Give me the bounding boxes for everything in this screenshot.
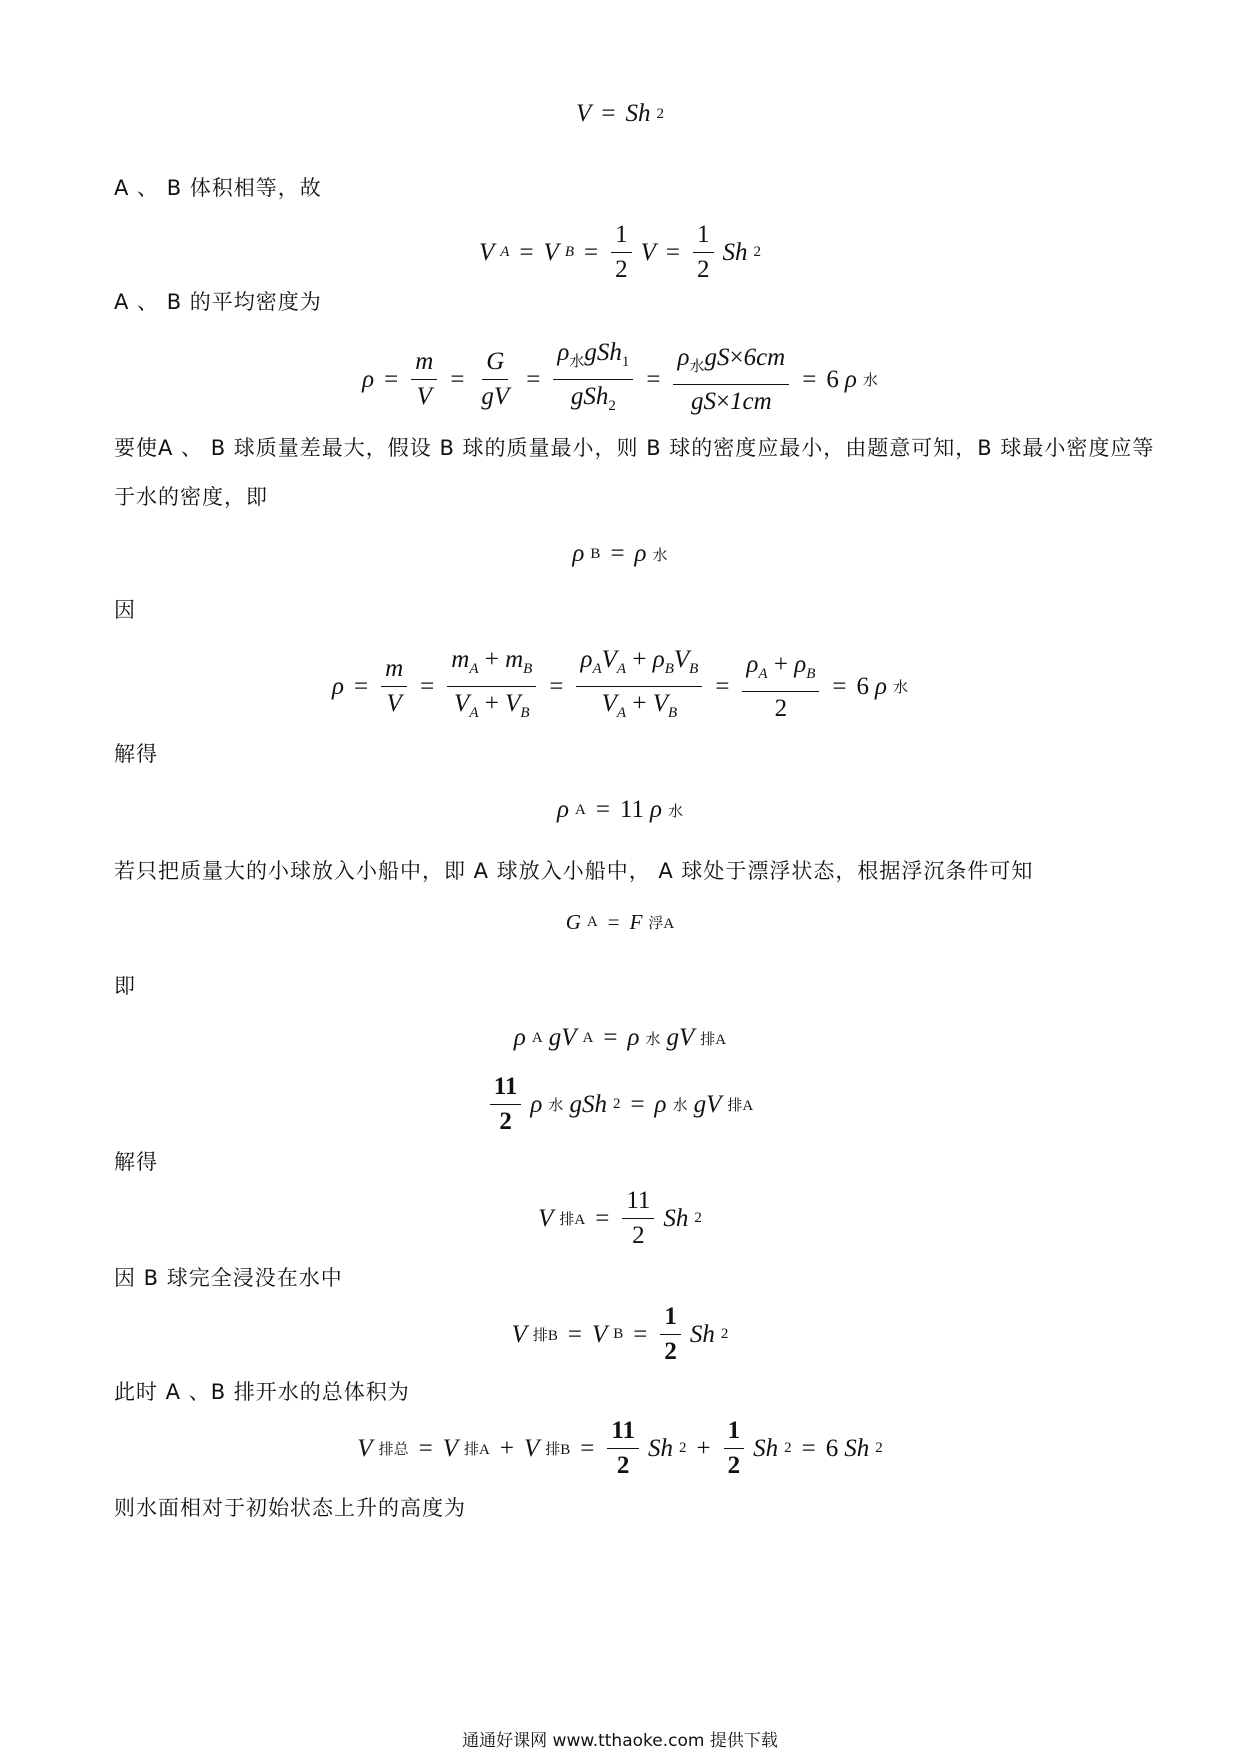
text-line-1: A 、 B 体积相等，故 xyxy=(114,176,322,200)
text-line-8: 即 xyxy=(114,974,136,998)
equation-buoyancy: G A = F 浮A xyxy=(565,910,675,934)
equation-float-1: ρ A gV A = ρ 水 gV 排A xyxy=(513,1024,727,1051)
equation-v-pai-b: V 排B = V B = $\frac{1}{2}$ Sh 2 xyxy=(511,1303,729,1365)
equation-float-2: $\frac{11}{2}$ ρ 水 gSh 2 = ρ 水 gV 排A xyxy=(0,1072,1240,1137)
text-line-5: 因 xyxy=(114,598,136,622)
text-line-11: 此时 A 、B 排开水的总体积为 xyxy=(114,1380,410,1404)
text-line-7: 若只把质量大的小球放入小船中，即 A 球放入小船中， A 球处于漂浮状态，根据浮沉条件可知 xyxy=(114,859,1034,883)
equation-average-density: ρ = $\frac{m}{V}$ = $\frac{G}{gV}$ = $\frac{\rho_水gSh_1}{gSh_2}$ = $\frac{\rho_水gS\times 6cm}{gS\times 1cm}$ = 6 ρ 水 xyxy=(362,339,878,415)
text-line-10: 因 B 球完全浸没在水中 xyxy=(114,1266,343,1290)
equation-rho-b: ρ B = ρ 水 xyxy=(572,540,668,567)
equation-volume: V = Sh 2 xyxy=(576,100,664,127)
text-line-4: 于水的密度，即 xyxy=(114,485,268,509)
text-line-6: 解得 xyxy=(114,742,158,766)
text-line-3: 要使A 、 B 球质量差最大，假设 B 球的质量最小，则 B 球的密度应最小，由题意可知，B 球最小密度应等 xyxy=(114,436,1155,460)
equation-v-total: V 排总 = V 排A + V 排B = $\frac{11}{2}$ Sh 2 + $\frac{1}{2}$ Sh 2 = 6 Sh 2 xyxy=(357,1417,883,1479)
text-line-12: 则水面相对于初始状态上升的高度为 xyxy=(114,1496,466,1520)
text-line-9: 解得 xyxy=(114,1150,158,1174)
equation-rho-a: ρ A = 11 ρ 水 xyxy=(556,796,684,823)
page-footer: 通通好课网 www.tthaoke.com 提供下载 xyxy=(462,1731,778,1751)
equation-v-pai-a: V 排A = $\frac{11}{2}$ Sh 2 xyxy=(538,1187,702,1249)
equation-mixture-density: ρ = $\frac{m}{V}$ = $\frac{m_A + m_B}{V_A + V_B}$ = $\frac{\rho_AV_A + \rho_BV_B}{V_A + V_B}$ = $\frac{\rho_A + \rho_B}{2}$ = 6 ρ 水 xyxy=(331,646,908,722)
text-line-2: A 、 B 的平均密度为 xyxy=(114,290,322,314)
equation-ab-volume: V A = V B = $\frac{1}{2}$ V = $\frac{1}{2}$ Sh 2 xyxy=(478,221,761,283)
